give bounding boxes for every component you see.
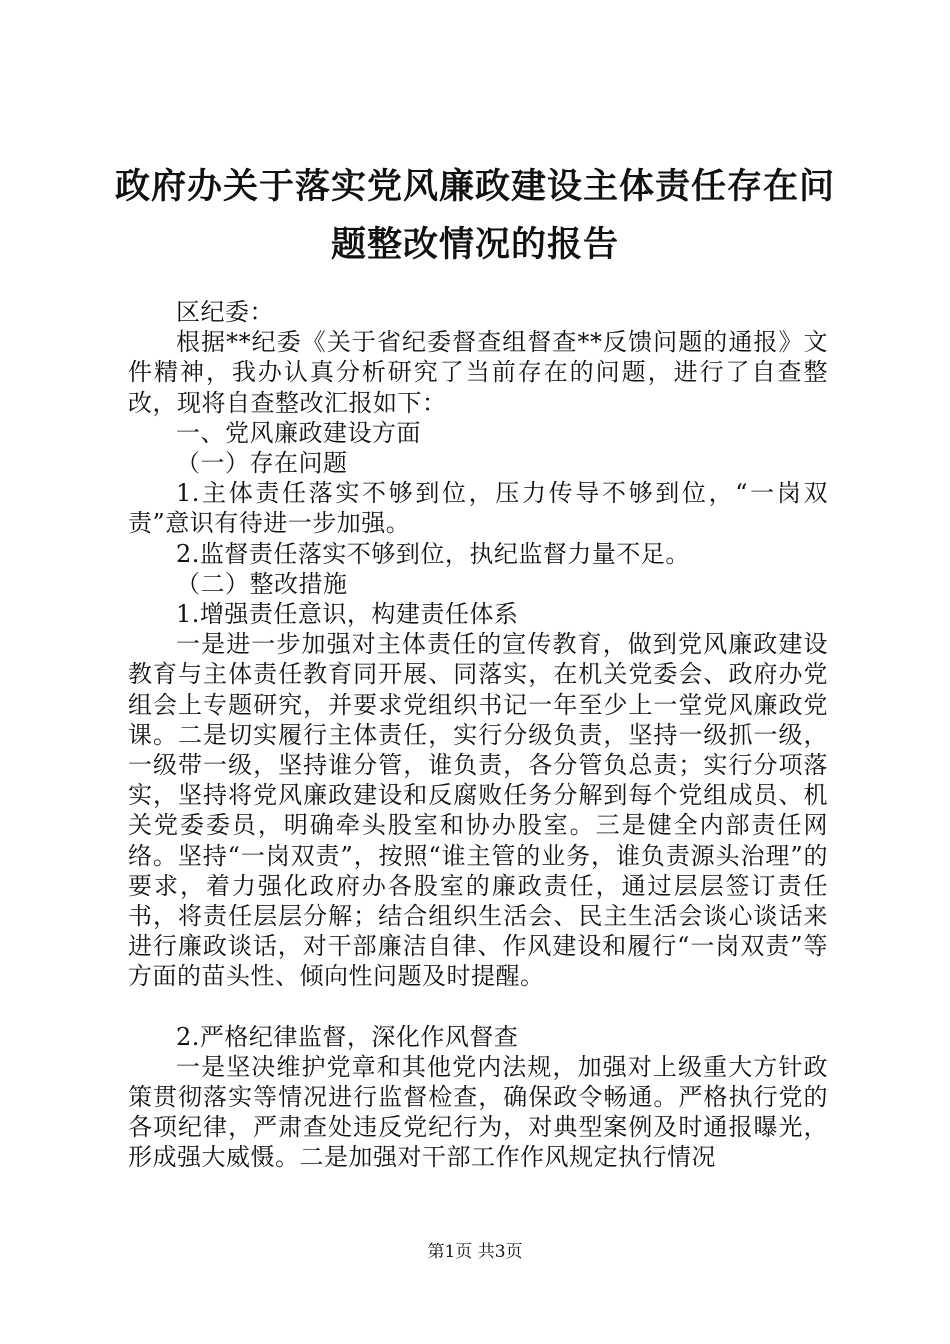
subsection-heading-1: （一）存在问题 bbox=[176, 449, 348, 478]
problem-item-2: 2.监督责任落实不够到位，执纪监督力量不足。 bbox=[176, 539, 690, 568]
subsection-heading-2: （二）整改措施 bbox=[176, 569, 348, 598]
measure-heading-1: 1.增强责任意识，构建责任体系 bbox=[176, 600, 519, 629]
problem-item-1: 1.主体责任落实不够到位，压力传导不够到位，“一岗双责”意识有待进一步加强。 bbox=[128, 479, 828, 538]
measure-paragraph-1: 一是进一步加强对主体责任的宣传教育，做到党风廉政建设教育与主体责任教育同开展、同落实，在机关党委会、政府办党组会上专题研究，并要求党组织书记一年至少上一堂党风廉政党课。二是切实履行主体责任，实行分级负责，坚持一级抓一级，一级带一级，坚持谁分管，谁负责，各分管负总责；实行分项落实，坚持将党风廉政建设和反腐败任务分解到每个党组成员、机关党委委员，明确牵头股室和协办股室。三是健全内部责任网络。坚持“一岗双责”，按照“谁主管的业务，谁负责源头治理”的要求，着力强化政府办各股室的廉政责任，通过层层签订责任书，将责任层层分解；结合组织生活会、民主生活会谈心谈话来进行廉政谈话，对干部廉洁自律、作风建设和履行“一岗双责”等方面的苗头性、倾向性问题及时提醒。 bbox=[128, 630, 828, 991]
title-line-2: 题整改情况的报告 bbox=[330, 224, 619, 265]
measure-heading-2: 2.严格纪律监督，深化作风督查 bbox=[176, 1022, 519, 1051]
section-heading-1: 一、党风廉政建设方面 bbox=[176, 418, 421, 447]
intro-paragraph: 根据**纪委《关于省纪委督查组督查**反馈问题的通报》文件精神，我办认真分析研究了当前存在的问题，进行了自查整改，现将自查整改汇报如下： bbox=[128, 328, 828, 417]
page-footer: 第1页 共3页 bbox=[427, 1242, 523, 1262]
title-line-1: 政府办关于落实党风廉政建设主体责任存在问 bbox=[114, 166, 835, 207]
paragraph-gap bbox=[128, 992, 828, 1022]
salutation: 区纪委： bbox=[176, 298, 274, 326]
measure-paragraph-2: 一是坚决维护党章和其他党内法规，加强对上级重大方针政策贯彻落实等情况进行监督检查，确保政令畅通。严格执行党的各项纪律，严肃查处违反党纪行为，对典型案例及时通报曝光，形成强大威慑。二是加强对干部工作作风规定执行情况 bbox=[128, 1052, 828, 1172]
document-body bbox=[128, 297, 828, 1173]
document-title bbox=[110, 158, 840, 274]
